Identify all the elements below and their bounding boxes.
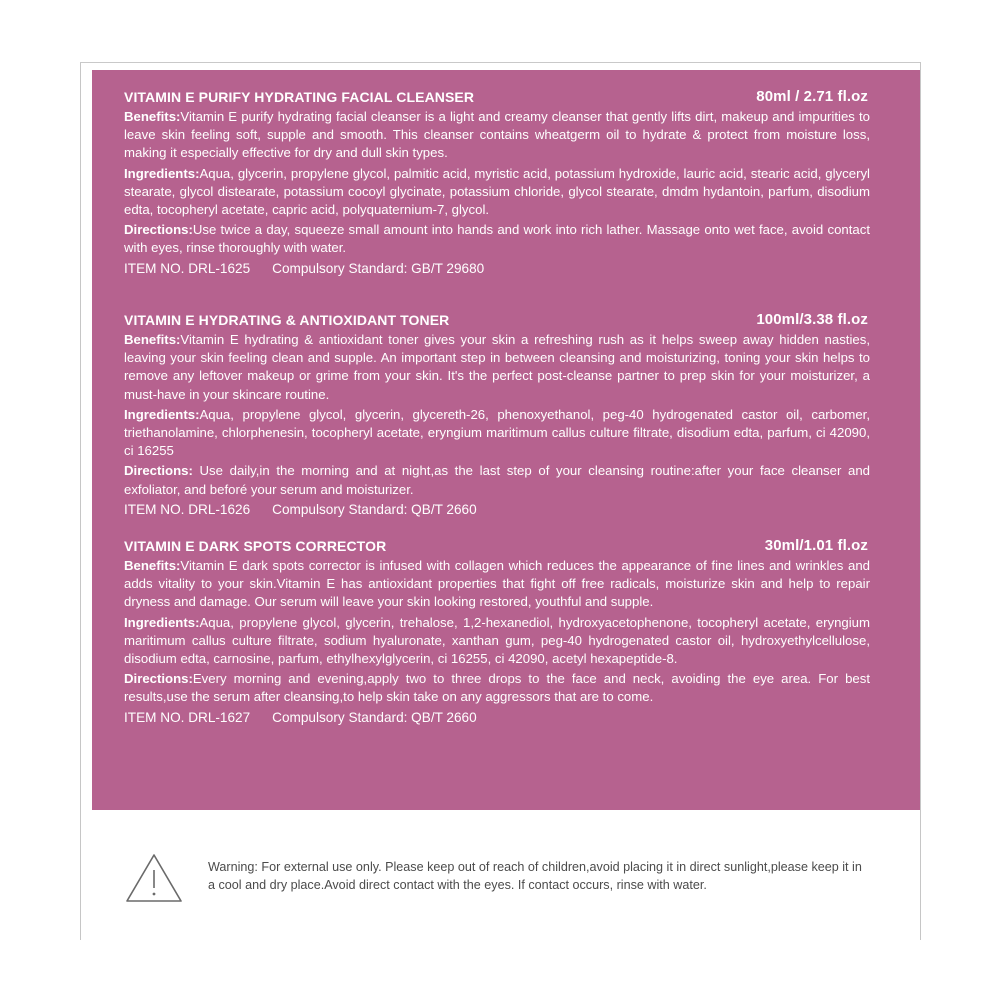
benefits-text: Vitamin E dark spots corrector is infused with collagen which reduces the appearance of fine lines and wrinkles and adds vitality to your skin.Vitamin E has antioxidant properties that fight off free radicals, moisturize skin and help to repair dryness and damage. Our serum will leave your skin looking restored, youthful and supple. [124,558,870,610]
product-size: 100ml/3.38 fl.oz [756,311,868,328]
directions-label: Directions: [124,463,193,479]
directions-text: Use daily,in the morning and at night,as the last step of your cleansing routine:after your face cleanser and exfoliator, and beforé your serum and moisturizer. [124,463,870,497]
ingredients-text: Aqua, propylene glycol, glycerin, glycereth-26, phenoxyethanol, peg-40 hydrogenated castor oil, carbomer, triethanolamine, chlorphenesin, tocopheryl acetate, eryngium maritimum callus culture filtrate, disodium edta, parfum, ci 42090, ci 16255 [124,406,870,459]
directions-label: Directions: [124,671,193,687]
warning-label: Warning: [208,860,258,874]
product-header [124,535,870,557]
directions-text: Every morning and evening,apply two to three drops to the face and neck, avoiding the eye area. For best results,use the serum after cleansing,to help skin take on any aggressors that are to come. [124,671,870,705]
product-header [124,86,870,108]
benefits-label: Benefits: [124,109,181,124]
ingredients-text: Aqua, propylene glycol, glycerin, trehalose, 1,2-hexanediol, hydroxyacetophenone, tocopheryl acetate, eryngium maritimum callus culture filtrate, sodium hyaluronate, xanthan gum, peg-40 hydrogenated castor oil, hydroxyethylcellulose, disodium edta, carnosine, parfum, ethylhexylglycerin, ci 16255, ci 42090, acetyl hexapeptide-8. [124,614,870,667]
directions-text: Use twice a day, squeeze small amount into hands and work into rich lather. Massage onto wet face, avoid contact with eyes, rinse thoroughly with water. [124,222,870,256]
item-line [124,708,870,728]
box-top-edge [80,62,920,63]
ingredients-text: Aqua, glycerin, propylene glycol, palmitic acid, myristic acid, potassium hydroxide, lauric acid, stearic acid, glyceryl stearate, glycol distearate, potassium cocoyl glycinate, potassium chloride, glycol stearate, dmdm hydantoin, parfum, disodium edta, tocopheryl acetate, capric acid, polyquaternium-7, glycol. [124,165,870,218]
compulsory-standard: Compulsory Standard: GB/T 29680 [272,260,485,276]
ingredients-label: Ingredients: [124,614,200,630]
compulsory-standard: Compulsory Standard: QB/T 2660 [272,709,477,725]
product-size: 30ml/1.01 fl.oz [764,537,868,554]
ingredients-paragraph [124,165,870,220]
item-number: ITEM NO. DRL-1626 [124,501,251,517]
benefits-paragraph [124,331,870,404]
ingredients-paragraph [124,406,870,461]
directions-paragraph [124,670,870,706]
product-section-toner [124,309,870,520]
item-line [124,500,870,520]
product-size: 80ml / 2.71 fl.oz [756,88,868,105]
item-line [124,259,870,279]
product-title: VITAMIN E PURIFY HYDRATING FACIAL CLEANSER [124,89,475,105]
item-number: ITEM NO. DRL-1627 [124,709,251,725]
ingredients-paragraph [124,614,870,669]
benefits-paragraph [124,108,870,163]
benefits-text: Vitamin E purify hydrating facial cleanser is a light and creamy cleanser that gently lifts dirt, makeup and impurities to leave skin feeling soft, supple and smooth. This cleanser contains wheatgerm oil to hydrate & protect from moisture loss, making it especially effective for dry and dull skin types. [124,109,870,161]
benefits-label: Benefits: [124,558,181,573]
ingredients-label: Ingredients: [124,165,200,181]
product-section-corrector [124,535,870,728]
directions-paragraph [124,462,870,498]
warning-triangle-icon [124,852,184,904]
directions-label: Directions: [124,222,193,238]
product-title: VITAMIN E DARK SPOTS CORRECTOR [124,538,387,554]
product-header [124,309,870,331]
directions-paragraph [124,221,870,257]
item-number: ITEM NO. DRL-1625 [124,260,251,276]
benefits-label: Benefits: [124,332,181,347]
product-section-cleanser [124,86,870,279]
benefits-text: Vitamin E hydrating & antioxidant toner gives your skin a refreshing rush as it helps sweep away hidden nasties, leaving your skin feeling clean and supple. An important step in between cleansing and moisturizing, toning your skin helps to remove any leftover makeup or grime from your skin. It's the perfect post-cleanse partner to prep skin for your moisturizer, a must-have in your skincare routine. [124,332,870,402]
warning-text: For external use only. Please keep out of reach of children,avoid placing it in direct sunlight,please keep it in a cool and dry place.Avoid direct contact with the eyes. If contact occurs, rinse with water. [208,860,862,893]
warning-text-block [208,858,872,894]
product-title: VITAMIN E HYDRATING & ANTIOXIDANT TONER [124,312,450,328]
compulsory-standard: Compulsory Standard: QB/T 2660 [272,501,477,517]
ingredients-label: Ingredients: [124,406,200,422]
benefits-paragraph [124,557,870,612]
